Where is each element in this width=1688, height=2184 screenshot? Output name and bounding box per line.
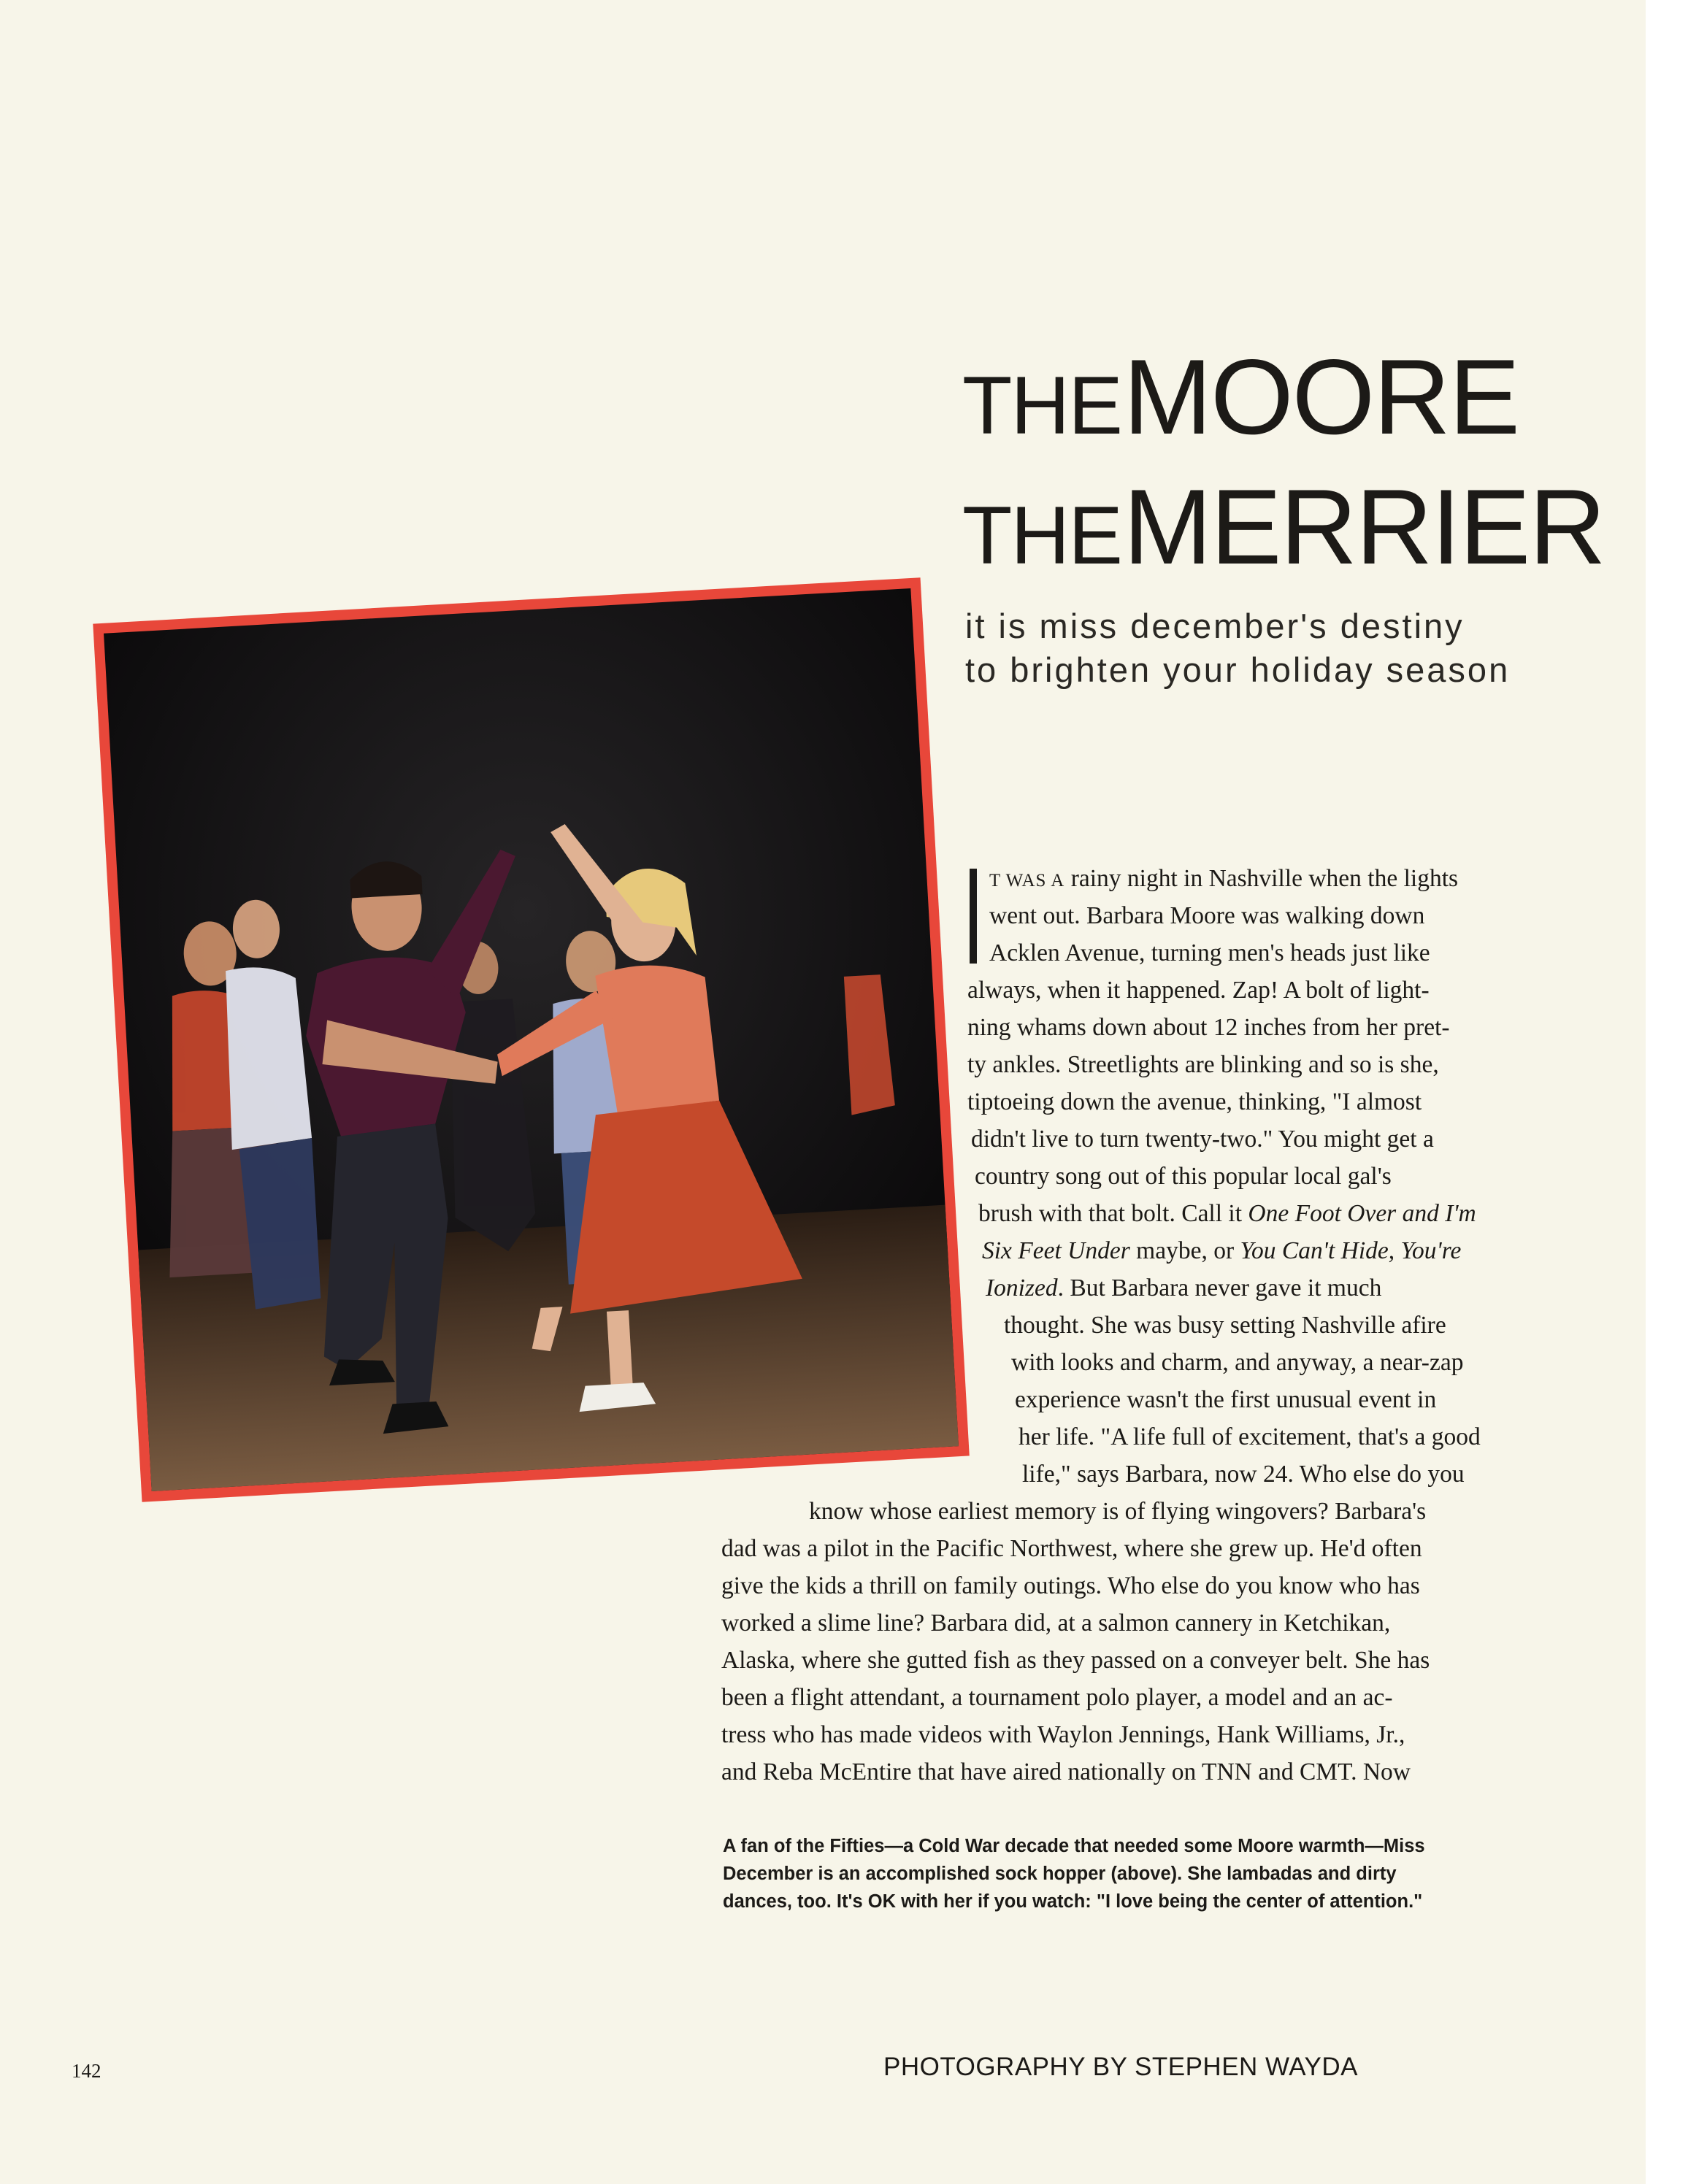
- body-line-22: Alaska, where she gutted fish as they passed on a conveyer belt. She has: [721, 1647, 1430, 1674]
- body-line-7: tiptoeing down the avenue, thinking, "I almost: [967, 1088, 1422, 1115]
- title-word-the: THE: [962, 360, 1121, 451]
- body-line-10-text: brush with that bolt. Call it: [978, 1200, 1248, 1227]
- song-title-1: One Foot Over and I'm: [1248, 1200, 1476, 1227]
- body-line-13: thought. She was busy setting Nashville afire: [1004, 1312, 1446, 1339]
- song-title-1-end: Six Feet Under: [982, 1237, 1130, 1264]
- body-line-3: Acklen Avenue, turning men's heads just like: [989, 939, 1430, 966]
- deck-line-2: to brighten your holiday season: [965, 650, 1511, 689]
- song-title-2: You Can't Hide, You're: [1240, 1237, 1462, 1264]
- body-line-12-text: . But Barbara never gave it much: [1057, 1274, 1382, 1301]
- body-line-11: [982, 1232, 1461, 1269]
- body-line-15: experience wasn't the first unusual event in: [1015, 1386, 1437, 1413]
- body-line-21: worked a slime line? Barbara did, at a salmon cannery in Ketchikan,: [721, 1610, 1391, 1637]
- body-line-5: ning whams down about 12 inches from her pret-: [967, 1014, 1450, 1041]
- body-line-16: her life. "A life full of excitement, that's a good: [1018, 1423, 1481, 1450]
- caption-line-2: December is an accomplished sock hopper (above). She lambadas and dirty: [723, 1864, 1397, 1884]
- body-line-17: life," says Barbara, now 24. Who else do you: [1022, 1461, 1465, 1488]
- photo-credit: PHOTOGRAPHY BY STEPHEN WAYDA: [883, 2053, 1358, 2081]
- caption-line-3: dances, too. It's OK with her if you watch: "I love being the center of attention.": [723, 1891, 1423, 1912]
- body-line-6: ty ankles. Streetlights are blinking and so is she,: [967, 1051, 1439, 1078]
- body-line-19: dad was a pilot in the Pacific Northwest, where she grew up. He'd often: [721, 1535, 1422, 1562]
- body-line-24: tress who has made videos with Waylon Jennings, Hank Williams, Jr.,: [721, 1721, 1405, 1748]
- body-line-10: [978, 1195, 1476, 1232]
- title-word-merrier: MERRIER: [1123, 467, 1605, 586]
- page-number: 142: [72, 2060, 101, 2082]
- body-line-11-text: maybe, or: [1129, 1237, 1240, 1264]
- title-word-moore: MOORE: [1123, 337, 1519, 456]
- body-line-25: and Reba McEntire that have aired nationally on TNN and CMT. Now: [721, 1758, 1411, 1785]
- body-line-9: country song out of this popular local gal's: [975, 1163, 1392, 1190]
- caption-line-1: A fan of the Fifties—a Cold War decade that needed some Moore warmth—Miss: [723, 1836, 1425, 1856]
- body-line-2: went out. Barbara Moore was walking down: [989, 902, 1425, 929]
- song-title-2-end: Ionized: [986, 1274, 1058, 1301]
- body-line-12: [986, 1269, 1381, 1307]
- body-line-1: [989, 860, 1541, 899]
- small-caps-lead: T WAS A: [989, 871, 1065, 891]
- title-word-the-2: THE: [962, 490, 1121, 581]
- body-line-20: give the kids a thrill on family outings. Who else do you know who has: [721, 1572, 1420, 1599]
- body-line-23: been a flight attendant, a tournament polo player, a model and an ac-: [721, 1684, 1393, 1711]
- body-line-14: with looks and charm, and anyway, a near-zap: [1011, 1349, 1464, 1376]
- body-line-18: know whose earliest memory is of flying wingovers? Barbara's: [809, 1498, 1427, 1525]
- deck-line-1: it is miss december's destiny: [965, 607, 1465, 645]
- photo-caption: [723, 1832, 1541, 1915]
- body-line-1-text: rainy night in Nashville when the lights: [1064, 865, 1459, 892]
- body-line-8: didn't live to turn twenty-two." You might get a: [971, 1126, 1434, 1153]
- body-line-4: always, when it happened. Zap! A bolt of light-: [967, 977, 1430, 1004]
